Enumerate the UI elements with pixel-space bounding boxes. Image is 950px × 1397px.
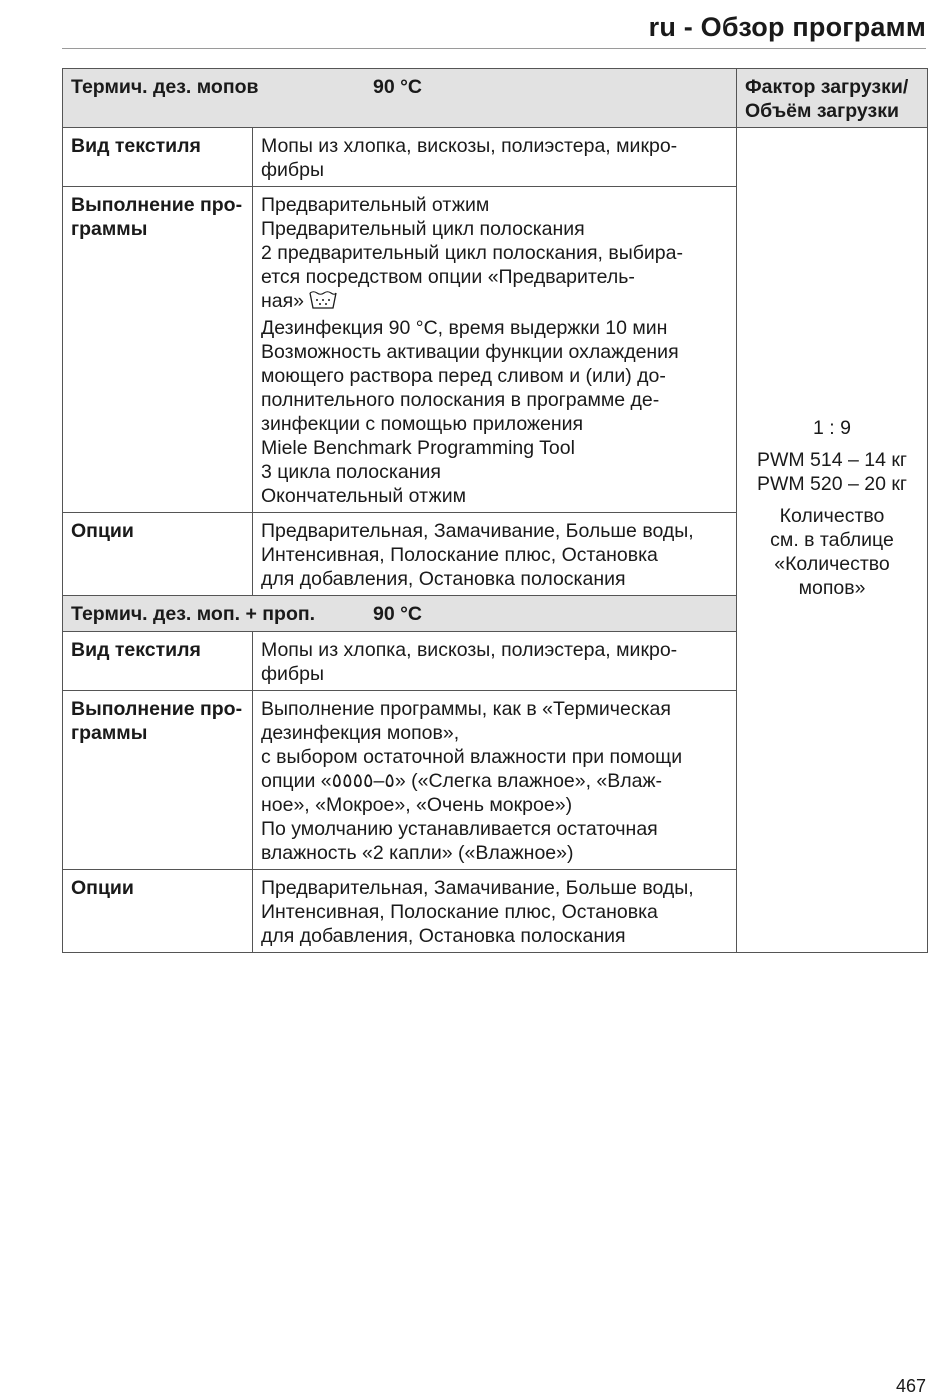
row-value-line: Окончательный отжим — [261, 485, 466, 507]
row-label-line: Опции — [71, 877, 134, 899]
row-value-line: для добавления, Остановка полоскания — [261, 568, 626, 590]
row-value-line: опции «٥–٥٥٥٥» («Слегка влажное», «Влаж- — [261, 770, 663, 792]
row-label-line: Выполнение про- — [71, 698, 243, 720]
quantity-note-line: «Количество — [774, 553, 890, 575]
row-value — [253, 691, 737, 870]
row-value-line: Предварительный отжим — [261, 194, 490, 216]
row-label — [63, 632, 253, 691]
quantity-note-line: см. в таблице — [770, 529, 894, 551]
row-value-line: Предварительная, Замачивание, Больше воды, — [261, 877, 694, 899]
factor-header-line: Объём загрузки — [745, 100, 899, 122]
row-label-line: граммы — [71, 722, 148, 744]
row-value-line: По умолчанию устанавливается остаточная — [261, 818, 658, 840]
program-band-title-cell — [63, 596, 737, 632]
pwm-514-capacity: PWM 514 – 14 кг — [756, 449, 908, 471]
row-label-line: Вид текстиля — [71, 135, 201, 157]
pwm-520-capacity: PWM 520 – 20 кг — [756, 473, 908, 495]
row-value-line: Дезинфекция 90 °C, время выдержки 10 мин — [261, 317, 668, 339]
factor-cell — [737, 128, 928, 953]
table-row — [63, 128, 928, 187]
row-value-line: моющего раствора перед сливом и (или) до- — [261, 365, 666, 387]
row-label — [63, 513, 253, 596]
row-value-line: Предварительная, Замачивание, Больше воды, — [261, 520, 694, 542]
row-value — [253, 870, 737, 953]
row-value-line: Интенсивная, Полоскание плюс, Остановка — [261, 901, 658, 923]
program-temperature: 90 °C — [373, 603, 422, 625]
row-value-line: Возможность активации функции охлаждения — [261, 341, 679, 363]
row-value-line: фибры — [261, 159, 324, 181]
factor-header-line: Фактор загрузки/ — [745, 76, 909, 98]
row-value-line: с выбором остаточной влажности при помощи — [261, 746, 683, 768]
row-label-line: Вид текстиля — [71, 639, 201, 661]
row-value — [253, 513, 737, 596]
quantity-note-line: Количество — [779, 505, 885, 527]
row-label — [63, 870, 253, 953]
row-value-line: Выполнение программы, как в «Термическая — [261, 698, 671, 720]
row-value-line: полнительного полоскания в программе де- — [261, 389, 660, 411]
row-label-line: граммы — [71, 218, 148, 240]
row-value-line: зинфекции с помощью приложения — [261, 413, 584, 435]
row-label — [63, 128, 253, 187]
load-ratio: 1 : 9 — [813, 417, 851, 439]
row-value-line: влажность «2 капли» («Влажное») — [261, 842, 574, 864]
row-value-line: Мопы из хлопка, вискозы, полиэстера, микро- — [261, 135, 678, 157]
program-band-title-cell — [63, 69, 737, 128]
page-header-title: ru - Обзор программ — [648, 12, 926, 42]
row-label-line: Опции — [71, 520, 134, 542]
row-value — [253, 187, 737, 513]
row-value-line: фибры — [261, 663, 324, 685]
row-value-line: Мопы из хлопка, вискозы, полиэстера, микро- — [261, 639, 678, 661]
row-value — [253, 632, 737, 691]
program-band-1 — [63, 69, 928, 128]
row-value-text: ная» — [261, 290, 305, 312]
row-value — [253, 128, 737, 187]
row-value-line: Предварительный цикл полоскания — [261, 218, 585, 240]
row-label — [63, 187, 253, 513]
prewash-tub-icon — [308, 290, 338, 316]
row-value-line — [261, 289, 728, 316]
row-value-line: Интенсивная, Полоскание плюс, Остановка — [261, 544, 658, 566]
row-value-line: 3 цикла полоскания — [261, 461, 441, 483]
row-value-line: для добавления, Остановка полоскания — [261, 925, 626, 947]
program-temperature: 90 °C — [373, 76, 422, 98]
row-value-line: 2 предварительный цикл полоскания, выбира- — [261, 242, 683, 264]
header-divider — [62, 48, 926, 49]
row-label-line: Выполнение про- — [71, 194, 243, 216]
program-table — [62, 68, 928, 953]
row-value-line: ное», «Мокрое», «Очень мокрое») — [261, 794, 573, 816]
quantity-note-line: мопов» — [798, 577, 866, 599]
row-value-line: ется посредством опции «Предваритель- — [261, 266, 635, 288]
row-value-line: Miele Benchmark Programming Tool — [261, 437, 575, 459]
program-title: Термич. дез. мопов — [71, 76, 259, 98]
factor-header — [737, 69, 928, 128]
row-value-line: дезинфекция мопов», — [261, 722, 460, 744]
row-label — [63, 691, 253, 870]
program-title: Термич. дез. моп. + проп. — [71, 603, 316, 625]
page-number: 467 — [895, 1376, 926, 1396]
